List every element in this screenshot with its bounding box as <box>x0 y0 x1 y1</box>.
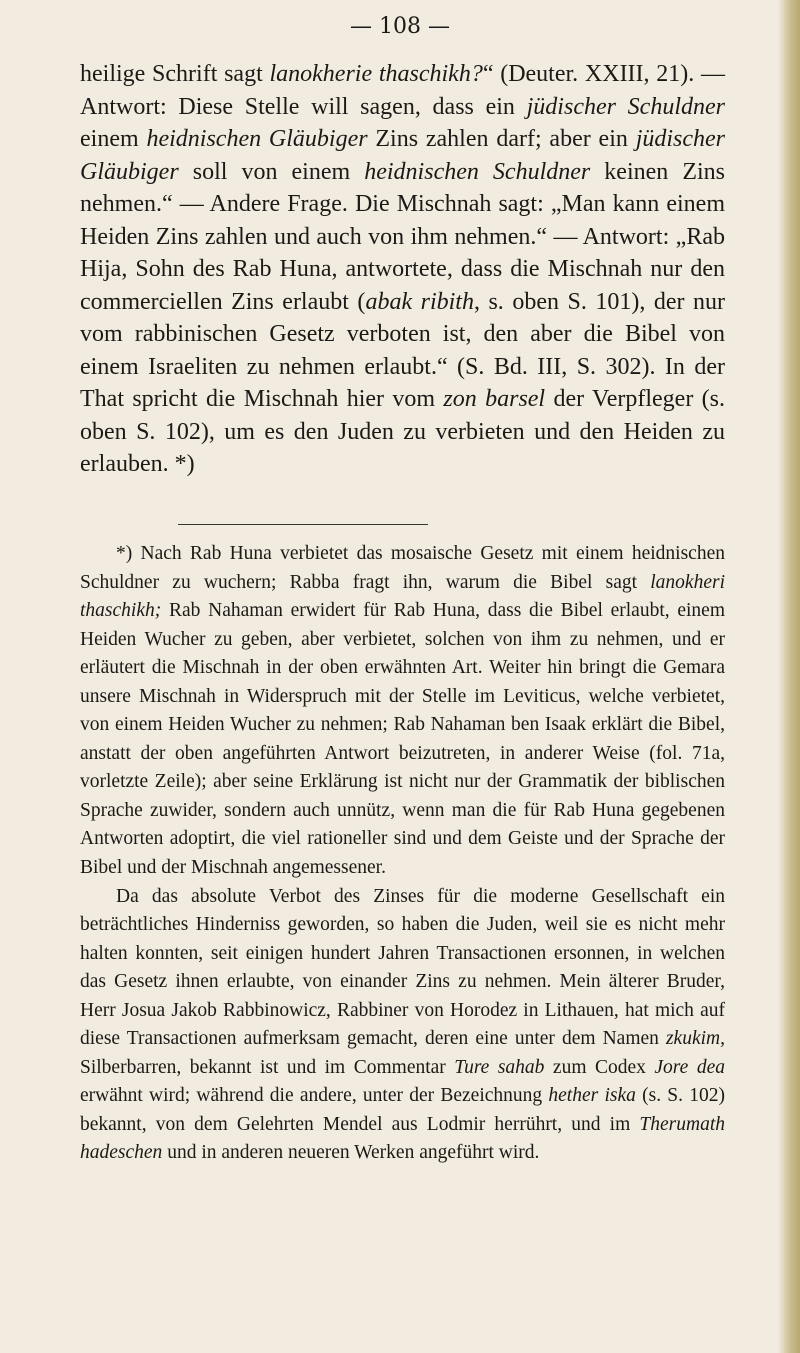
text-run: zum Codex <box>544 1056 655 1078</box>
text-run: keinen Zins nehmen.“ — Andere Frage. Die Mischnah sagt: „Man kann einem Heiden Zins zahlen und auch von ihm nehmen.“ — Antwort: „Rab Hija, Sohn des Rab Huna, antwortete, dass die Mischnah nur den commerciellen Zins erlaubt ( <box>80 158 726 315</box>
footnote-separator <box>178 524 428 525</box>
italic-term: lanokherie thaschikh? <box>269 61 483 87</box>
text-run: , s. oben S. 101), der nur vom rabbinischen Gesetz verboten ist, den aber die Bibel von einem Israeliten zu nehmen erlaubt.“ (S. Bd. III, S. 302). In der That spricht die Mischnah hier vom <box>80 288 726 412</box>
text-run: einem <box>80 126 147 152</box>
text-run: Zins zahlen darf; aber ein <box>367 126 636 152</box>
footnote-paragraph <box>80 540 725 883</box>
text-run: und in anderen neueren Werken angeführt wird. <box>162 1142 540 1164</box>
italic-term: zon barsel <box>443 386 546 412</box>
italic-term: hether iska <box>548 1085 636 1107</box>
text-run: heilige Schrift sagt <box>80 61 270 87</box>
footnote-text <box>80 540 725 1168</box>
main-text <box>80 58 725 481</box>
italic-term: jüdischer Schuldner <box>526 93 725 120</box>
italic-term: heidnischen Schuldner <box>364 158 591 185</box>
text-run: Silberbarren, bekannt ist und im Commentar <box>80 1056 455 1078</box>
page-number: — 108 — <box>350 14 450 39</box>
page-edge-shadow <box>778 0 800 1353</box>
text-run: *) Nach Rab Huna verbietet das mosaische Gesetz mit einem heidnischen Schuldner zu wuchern; Rabba fragt ihn, warum die Bibel sagt <box>80 543 725 593</box>
italic-term: jüdischer Gläubiger <box>80 126 726 185</box>
italic-term: lanokheri thaschikh; <box>80 571 725 622</box>
italic-term: heidnischen Gläubiger <box>146 126 368 152</box>
main-paragraph <box>80 58 725 481</box>
italic-term: Jore dea <box>654 1056 725 1078</box>
italic-term: zkukim, <box>665 1028 725 1050</box>
text-run: “ (Deuter. XXIII, 21). — Antwort: Diese Stelle will sagen, dass ein <box>80 61 725 120</box>
italic-term: Therumath hadeschen <box>80 1113 725 1164</box>
italic-term: Ture sahab <box>454 1056 545 1078</box>
text-run: der Verpfleger (s. oben S. 102), um es den Juden zu verbieten und den Heiden zu erlauben. *) <box>80 386 725 477</box>
text-run: erwähnt wird; während die andere, unter der Bezeichnung <box>80 1085 549 1107</box>
italic-term: abak ribith <box>365 288 474 315</box>
footnote-paragraph <box>80 883 725 1168</box>
text-run: soll von einem <box>178 158 365 185</box>
text-run: Rab Nahaman erwidert für Rab Huna, dass die Bibel erlaubt, einem Heiden Wucher zu geben, aber verbietet, solchen von ihm zu nehmen, und er erläutert die Mischnah in der oben erwähnten Art. Weiter hin bringt die Gemara unsere Mischnah in Widerspruch mit der Stelle im Leviticus, welche verbietet, von einem Heiden Wucher zu nehmen; Rab Nahaman ben Isaak erklärt die Bibel, anstatt der oben angeführten Antwort beizutreten, in anderer Weise (fol. 71a, vorletzte Zeile); aber seine Erklärung ist nicht nur der Grammatik der biblischen Sprache zuwider, sondern auch unnütz, wenn man die für Rab Huna gegebenen Antworten adoptirt, die viel rationeller sind und dem Geiste und der Sprache der Bibel und der Mischnah angemessener. <box>80 600 725 879</box>
text-run: (s. S. 102) bekannt, von dem Gelehrten Mendel aus Lodmir herrührt, und im <box>80 1085 725 1135</box>
text-run: Da das absolute Verbot des Zinses für die moderne Gesellschaft ein beträchtliches Hinderniss geworden, so haben die Juden, weil sie es nicht mehr halten konnten, seit einigen hundert Jahren Transactionen ersonnen, in welchen das Gesetz ihnen erlaubte, von einander Zins zu nehmen. Mein älterer Bruder, Herr Josua Jakob Rabbinowicz, Rabbiner von Horodez in Lithauen, hat mich auf diese Transactionen aufmerksam gemacht, deren eine unter dem Namen <box>80 885 725 1050</box>
